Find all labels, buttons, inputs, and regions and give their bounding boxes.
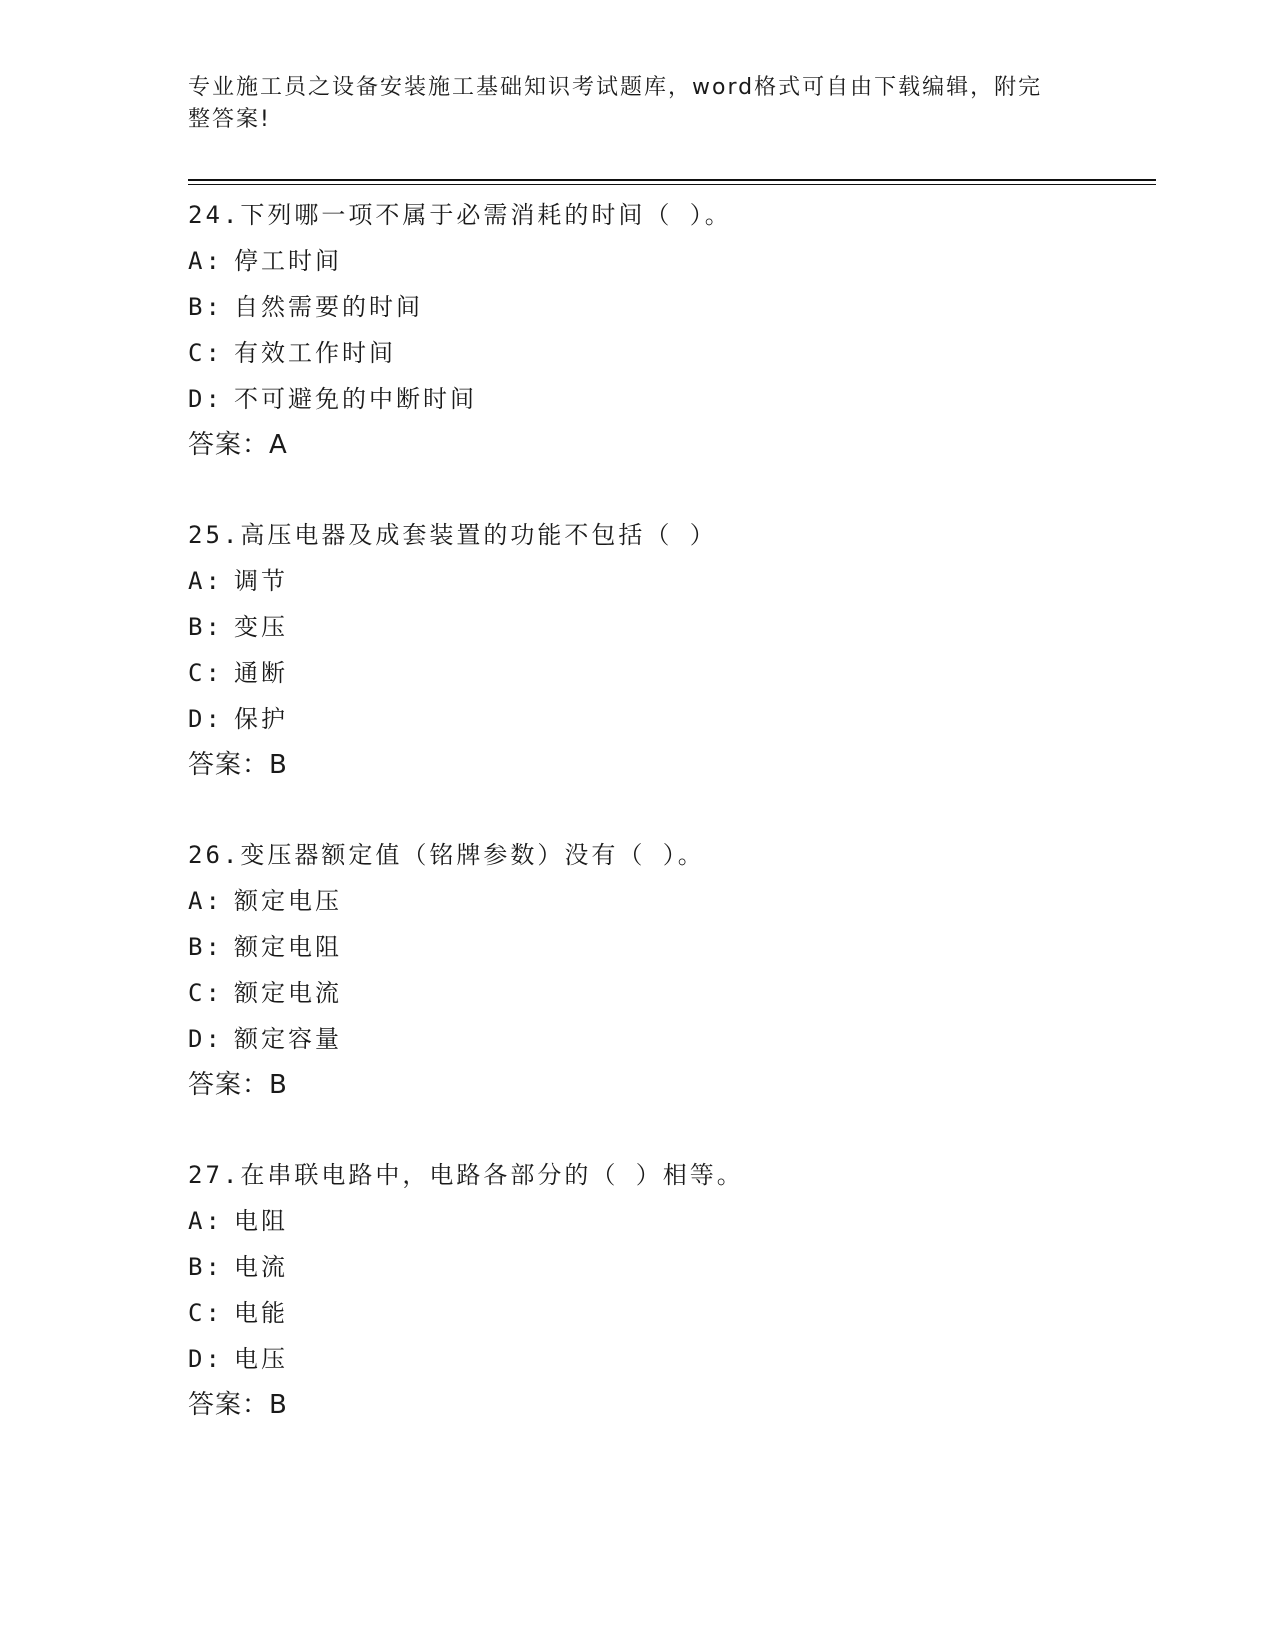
option-text: 变压 bbox=[234, 613, 288, 641]
option-d bbox=[188, 376, 1156, 422]
option-text: 调节 bbox=[234, 567, 288, 595]
option-c bbox=[188, 330, 1156, 376]
answer-line: 答案：A bbox=[188, 430, 288, 460]
question-list bbox=[188, 192, 1156, 1428]
option-text: 自然需要的时间 bbox=[234, 293, 423, 321]
option-text: 电能 bbox=[234, 1299, 288, 1327]
option-key: B: bbox=[188, 613, 223, 641]
option-text: 额定电压 bbox=[234, 887, 342, 915]
option-key: D: bbox=[188, 385, 223, 413]
option-text: 电压 bbox=[234, 1345, 288, 1373]
header-divider-thin bbox=[188, 184, 1156, 185]
option-key: A: bbox=[188, 567, 223, 595]
option-text: 保护 bbox=[234, 705, 288, 733]
option-text: 停工时间 bbox=[234, 247, 342, 275]
question-25 bbox=[188, 512, 1156, 788]
header-divider-thick bbox=[188, 179, 1156, 181]
option-key: D: bbox=[188, 1345, 223, 1373]
option-key: C: bbox=[188, 659, 223, 687]
option-key: C: bbox=[188, 1299, 223, 1327]
question-24 bbox=[188, 192, 1156, 468]
option-text: 额定电流 bbox=[234, 979, 342, 1007]
answer-line: 答案：B bbox=[188, 1390, 288, 1420]
option-c bbox=[188, 970, 1156, 1016]
option-c bbox=[188, 650, 1156, 696]
option-key: D: bbox=[188, 705, 223, 733]
question-stem: 27.在串联电路中，电路各部分的（ ）相等。 bbox=[188, 1161, 744, 1189]
option-d bbox=[188, 696, 1156, 742]
option-key: B: bbox=[188, 293, 223, 321]
option-key: A: bbox=[188, 887, 223, 915]
option-key: A: bbox=[188, 247, 223, 275]
option-key: C: bbox=[188, 339, 223, 367]
question-stem: 26.变压器额定值（铭牌参数）没有（ ）。 bbox=[188, 841, 705, 869]
option-d bbox=[188, 1336, 1156, 1382]
option-text: 电流 bbox=[234, 1253, 288, 1281]
option-key: C: bbox=[188, 979, 223, 1007]
option-text: 通断 bbox=[234, 659, 288, 687]
option-key: A: bbox=[188, 1207, 223, 1235]
header-line-1: 专业施工员之设备安装施工基础知识考试题库，word格式可自由下载编辑，附完 bbox=[188, 75, 1043, 100]
option-a bbox=[188, 878, 1156, 924]
option-b bbox=[188, 924, 1156, 970]
option-a bbox=[188, 238, 1156, 284]
question-27 bbox=[188, 1152, 1156, 1428]
answer-line: 答案：B bbox=[188, 1070, 288, 1100]
option-b bbox=[188, 604, 1156, 650]
document-header bbox=[188, 72, 1068, 136]
option-text: 额定电阻 bbox=[234, 933, 342, 961]
option-d bbox=[188, 1016, 1156, 1062]
option-text: 额定容量 bbox=[234, 1025, 342, 1053]
option-c bbox=[188, 1290, 1156, 1336]
question-stem: 25.高压电器及成套装置的功能不包括（ ） bbox=[188, 521, 717, 549]
header-line-2: 整答案! bbox=[188, 107, 271, 132]
option-key: B: bbox=[188, 1253, 223, 1281]
option-text: 有效工作时间 bbox=[234, 339, 396, 367]
question-stem: 24.下列哪一项不属于必需消耗的时间（ ）。 bbox=[188, 201, 732, 229]
option-text: 不可避免的中断时间 bbox=[234, 385, 477, 413]
option-a bbox=[188, 1198, 1156, 1244]
option-b bbox=[188, 284, 1156, 330]
option-key: B: bbox=[188, 933, 223, 961]
question-26 bbox=[188, 832, 1156, 1108]
option-key: D: bbox=[188, 1025, 223, 1053]
answer-line: 答案：B bbox=[188, 750, 288, 780]
option-a bbox=[188, 558, 1156, 604]
option-text: 电阻 bbox=[234, 1207, 288, 1235]
option-b bbox=[188, 1244, 1156, 1290]
